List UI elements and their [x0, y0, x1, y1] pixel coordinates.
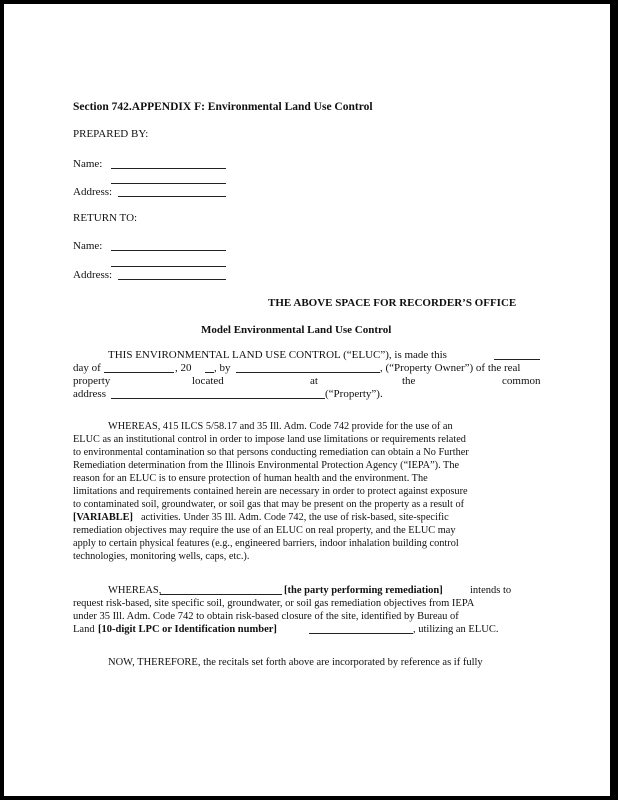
section-title: Section 742.APPENDIX F: Environmental Land Use Control — [73, 101, 373, 113]
prepared-address-line — [118, 187, 226, 197]
para1-line-2: ELUC as an institutional control in order to impose land use limitations or requirements related — [73, 434, 466, 445]
intro-property-label: (“Property”). — [325, 388, 383, 400]
para2-blank-lpc — [309, 624, 413, 634]
intro-blank-date — [494, 350, 540, 360]
para2-whereas: WHEREAS, — [108, 585, 162, 596]
recorder-note: THE ABOVE SPACE FOR RECORDER’S OFFICE — [268, 297, 517, 309]
intro-blank-day — [104, 363, 174, 373]
para2-land: Land — [73, 624, 95, 635]
intro-blank-owner — [236, 363, 380, 373]
document-title: Model Environmental Land Use Control — [201, 324, 392, 336]
return-name-label: Name: — [73, 240, 103, 252]
intro-by: , by — [214, 362, 231, 374]
para1-line-10: apply to certain physical features (e.g., engineered barriers, indoor inhalation building control — [73, 538, 459, 549]
return-name-line-2 — [111, 257, 226, 267]
prepared-by-label: PREPARED BY: — [73, 128, 149, 140]
intro-property-owner: , (“Property Owner”) of the real — [380, 362, 521, 374]
para1-line-8: activities. Under 35 Ill. Adm. Code 742, the use of risk-based, site-specific — [141, 512, 449, 523]
para2-party-label: [the party performing remediation] — [284, 585, 443, 596]
para3-line-1: NOW, THEREFORE, the recitals set forth above are incorporated by reference as if fully — [108, 657, 483, 668]
return-name-line — [111, 241, 226, 251]
para2-intends: intends to — [470, 585, 512, 596]
para1-line-9: remediation objectives may require the use of an ELUC on real property, and the ELUC may — [73, 525, 456, 536]
intro-at-word: at — [310, 375, 318, 387]
intro-blank-address — [111, 389, 325, 399]
intro-line-1: THIS ENVIRONMENTAL LAND USE CONTROL (“ELUC”), is made this — [108, 349, 447, 361]
intro-address-word: address — [73, 388, 106, 400]
para1-line-4: Remediation determination from the Illinois Environmental Protection Agency (“IEPA”). The — [73, 460, 460, 471]
para2-lpc-label: [10-digit LPC or Identification number] — [98, 624, 277, 635]
intro-year: , 20 — [175, 362, 192, 374]
intro-day-of: day of — [73, 362, 101, 374]
para1-line-1: WHEREAS, 415 ILCS 5/58.17 and 35 Ill. Adm. Code 742 provide for the use of an — [108, 421, 453, 432]
prepared-name-line — [111, 159, 226, 169]
intro-blank-year — [205, 363, 214, 373]
para2-line-2: request risk-based, site specific soil, groundwater, or soil gas remediation objectives from IEPA — [73, 598, 475, 609]
para1-line-5: reason for an ELUC is to ensure protection of human health and the environment. The — [73, 473, 428, 484]
intro-property-word: property — [73, 375, 111, 387]
return-address-line — [118, 270, 226, 280]
para1-line-7: to contaminated soil, groundwater, or soil gas that may be present on the property as a result of — [73, 499, 465, 510]
para1-line-6: limitations and requirements contained herein are necessary in order to protect against exposure — [73, 486, 468, 497]
para1-line-3: to environmental contamination so that persons conducting remediation can obtain a No Further — [73, 447, 469, 458]
para2-line-4-end: , utilizing an ELUC. — [413, 624, 499, 635]
intro-the-word: the — [402, 375, 416, 387]
para1-line-11: technologies, monitoring wells, caps, etc.). — [73, 551, 250, 562]
para1-variable: [VARIABLE] — [73, 512, 133, 523]
prepared-address-label: Address: — [73, 186, 113, 198]
document-sheet — [4, 4, 610, 796]
return-to-label: RETURN TO: — [73, 212, 138, 224]
return-address-label: Address: — [73, 269, 113, 281]
intro-located-word: located — [192, 375, 224, 387]
para2-blank-party — [160, 585, 282, 595]
intro-common-word: common — [502, 375, 541, 387]
para2-line-3: under 35 Ill. Adm. Code 742 to obtain risk-based closure of the site, identified by Bureau of — [73, 611, 459, 622]
prepared-name-line-2 — [111, 174, 226, 184]
prepared-name-label: Name: — [73, 158, 103, 170]
